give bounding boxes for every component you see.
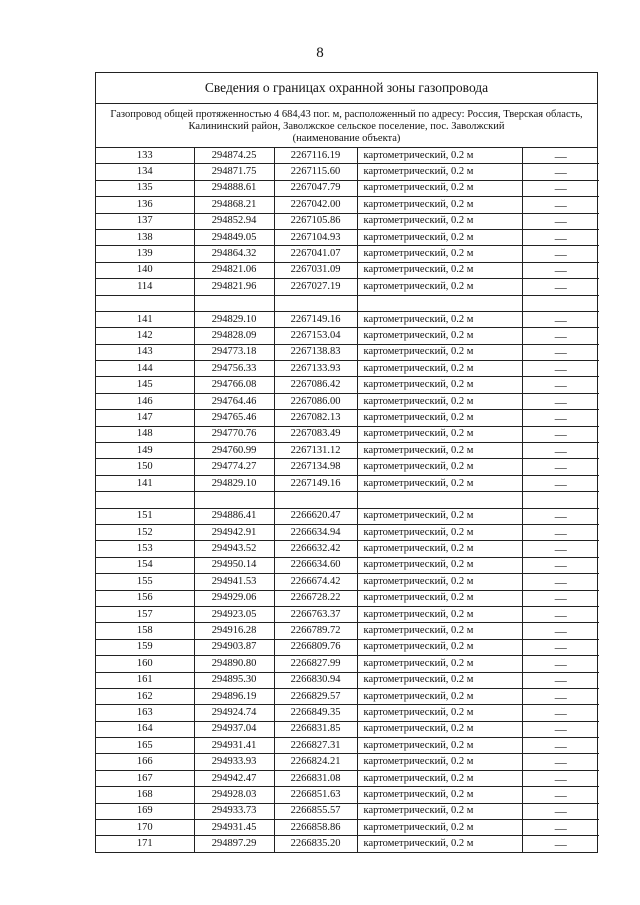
y-coordinate: 2267041.07 <box>274 246 357 262</box>
table-row <box>96 770 599 786</box>
determination-method: картометрический, 0.2 м <box>357 754 522 770</box>
point-number: 150 <box>96 459 194 475</box>
description-dash: — <box>522 656 599 672</box>
description-dash: — <box>522 361 599 377</box>
y-coordinate: 2267031.09 <box>274 262 357 278</box>
point-number: 133 <box>96 148 194 164</box>
x-coordinate: 294828.09 <box>194 328 274 344</box>
table-row <box>96 246 599 262</box>
table-row <box>96 672 599 688</box>
description-dash: — <box>522 328 599 344</box>
determination-method: картометрический, 0.2 м <box>357 590 522 606</box>
point-number: 143 <box>96 344 194 360</box>
description-dash: — <box>522 820 599 836</box>
description-dash: — <box>522 262 599 278</box>
table-row <box>96 787 599 803</box>
object-description <box>96 104 597 148</box>
determination-method: картометрический, 0.2 м <box>357 606 522 622</box>
y-coordinate: 2267149.16 <box>274 311 357 327</box>
determination-method: картометрический, 0.2 м <box>357 459 522 475</box>
point-number: 137 <box>96 213 194 229</box>
table-title: Сведения о границах охранной зоны газопровода <box>96 73 597 104</box>
y-coordinate: 2267042.00 <box>274 197 357 213</box>
table-row <box>96 738 599 754</box>
table-row <box>96 688 599 704</box>
x-coordinate: 294931.45 <box>194 820 274 836</box>
y-coordinate: 2266829.57 <box>274 688 357 704</box>
x-coordinate: 294756.33 <box>194 361 274 377</box>
table-row <box>96 443 599 459</box>
x-coordinate: 294829.10 <box>194 475 274 491</box>
determination-method: картометрический, 0.2 м <box>357 246 522 262</box>
table-row <box>96 754 599 770</box>
point-number: 136 <box>96 197 194 213</box>
table-row <box>96 393 599 409</box>
determination-method: картометрический, 0.2 м <box>357 770 522 786</box>
point-number: 152 <box>96 524 194 540</box>
description-dash: — <box>522 410 599 426</box>
y-coordinate: 2267134.98 <box>274 459 357 475</box>
determination-method: картометрический, 0.2 м <box>357 475 522 491</box>
table-row <box>96 721 599 737</box>
table-row <box>96 377 599 393</box>
determination-method: картометрический, 0.2 м <box>357 836 522 852</box>
determination-method: картометрический, 0.2 м <box>357 229 522 245</box>
y-coordinate: 2266827.31 <box>274 738 357 754</box>
description-dash: — <box>522 754 599 770</box>
y-coordinate: 2266858.86 <box>274 820 357 836</box>
description-caption: (наименование объекта) <box>292 133 401 144</box>
y-coordinate: 2266824.21 <box>274 754 357 770</box>
table-row <box>96 623 599 639</box>
description-dash: — <box>522 705 599 721</box>
y-coordinate: 2266830.94 <box>274 672 357 688</box>
determination-method: картометрический, 0.2 м <box>357 639 522 655</box>
determination-method: картометрический, 0.2 м <box>357 344 522 360</box>
description-dash: — <box>522 197 599 213</box>
table-row <box>96 803 599 819</box>
point-number: 158 <box>96 623 194 639</box>
point-number: 134 <box>96 164 194 180</box>
description-dash: — <box>522 623 599 639</box>
description-dash: — <box>522 803 599 819</box>
description-dash: — <box>522 443 599 459</box>
y-coordinate: 2267115.60 <box>274 164 357 180</box>
x-coordinate: 294929.06 <box>194 590 274 606</box>
description-dash: — <box>522 344 599 360</box>
y-coordinate: 2267149.16 <box>274 475 357 491</box>
y-coordinate: 2266632.42 <box>274 541 357 557</box>
y-coordinate: 2267133.93 <box>274 361 357 377</box>
description-dash: — <box>522 246 599 262</box>
determination-method: картометрический, 0.2 м <box>357 279 522 295</box>
table-row <box>96 836 599 852</box>
point-number: 153 <box>96 541 194 557</box>
y-coordinate: 2267104.93 <box>274 229 357 245</box>
determination-method: картометрический, 0.2 м <box>357 328 522 344</box>
description-dash: — <box>522 590 599 606</box>
y-coordinate: 2266674.42 <box>274 574 357 590</box>
point-number: 147 <box>96 410 194 426</box>
table-row <box>96 459 599 475</box>
x-coordinate: 294868.21 <box>194 197 274 213</box>
y-coordinate: 2266831.08 <box>274 770 357 786</box>
y-coordinate <box>274 295 357 311</box>
x-coordinate: 294774.27 <box>194 459 274 475</box>
table-row <box>96 820 599 836</box>
y-coordinate: 2267086.42 <box>274 377 357 393</box>
determination-method: картометрический, 0.2 м <box>357 377 522 393</box>
table-row <box>96 656 599 672</box>
determination-method: картометрический, 0.2 м <box>357 672 522 688</box>
description-dash: — <box>522 213 599 229</box>
point-number: 138 <box>96 229 194 245</box>
x-coordinate: 294943.52 <box>194 541 274 557</box>
determination-method: картометрический, 0.2 м <box>357 803 522 819</box>
description-dash: — <box>522 738 599 754</box>
determination-method: картометрический, 0.2 м <box>357 197 522 213</box>
determination-method: картометрический, 0.2 м <box>357 738 522 754</box>
determination-method: картометрический, 0.2 м <box>357 623 522 639</box>
table-row <box>96 475 599 491</box>
point-number: 114 <box>96 279 194 295</box>
y-coordinate: 2267131.12 <box>274 443 357 459</box>
table-row <box>96 180 599 196</box>
y-coordinate: 2266728.22 <box>274 590 357 606</box>
x-coordinate: 294942.47 <box>194 770 274 786</box>
coordinates-table <box>96 148 599 852</box>
determination-method: картометрический, 0.2 м <box>357 148 522 164</box>
description-dash: — <box>522 524 599 540</box>
determination-method: картометрический, 0.2 м <box>357 524 522 540</box>
description-dash: — <box>522 639 599 655</box>
x-coordinate: 294765.46 <box>194 410 274 426</box>
table-row <box>96 639 599 655</box>
description-dash: — <box>522 377 599 393</box>
x-coordinate: 294931.41 <box>194 738 274 754</box>
point-number: 155 <box>96 574 194 590</box>
y-coordinate: 2266855.57 <box>274 803 357 819</box>
determination-method: картометрический, 0.2 м <box>357 311 522 327</box>
point-number: 164 <box>96 721 194 737</box>
point-number: 162 <box>96 688 194 704</box>
determination-method: картометрический, 0.2 м <box>357 262 522 278</box>
y-coordinate: 2266634.60 <box>274 557 357 573</box>
point-number: 165 <box>96 738 194 754</box>
determination-method: картометрический, 0.2 м <box>357 180 522 196</box>
table-row <box>96 705 599 721</box>
x-coordinate: 294903.87 <box>194 639 274 655</box>
y-coordinate: 2267105.86 <box>274 213 357 229</box>
boundary-table <box>95 72 598 853</box>
x-coordinate: 294849.05 <box>194 229 274 245</box>
x-coordinate: 294916.28 <box>194 623 274 639</box>
x-coordinate: 294888.61 <box>194 180 274 196</box>
description-dash: — <box>522 148 599 164</box>
table-row <box>96 197 599 213</box>
table-row <box>96 213 599 229</box>
table-row <box>96 361 599 377</box>
point-number: 144 <box>96 361 194 377</box>
description-dash: — <box>522 164 599 180</box>
description-dash: — <box>522 541 599 557</box>
description-dash: — <box>522 279 599 295</box>
x-coordinate: 294923.05 <box>194 606 274 622</box>
y-coordinate: 2267153.04 <box>274 328 357 344</box>
point-number: 154 <box>96 557 194 573</box>
y-coordinate: 2267138.83 <box>274 344 357 360</box>
point-number: 163 <box>96 705 194 721</box>
description-dash: — <box>522 557 599 573</box>
table-row <box>96 508 599 524</box>
point-number: 135 <box>96 180 194 196</box>
determination-method: картометрический, 0.2 м <box>357 820 522 836</box>
point-number: 168 <box>96 787 194 803</box>
table-row <box>96 311 599 327</box>
y-coordinate: 2267116.19 <box>274 148 357 164</box>
y-coordinate: 2267082.13 <box>274 410 357 426</box>
description-dash: — <box>522 606 599 622</box>
point-number: 141 <box>96 475 194 491</box>
description-dash: — <box>522 574 599 590</box>
description-dash: — <box>522 688 599 704</box>
table-row <box>96 344 599 360</box>
table-row <box>96 541 599 557</box>
x-coordinate: 294895.30 <box>194 672 274 688</box>
point-number: 141 <box>96 311 194 327</box>
point-number: 140 <box>96 262 194 278</box>
point-number: 171 <box>96 836 194 852</box>
description-dash: — <box>522 311 599 327</box>
description-dash: — <box>522 836 599 852</box>
x-coordinate: 294864.32 <box>194 246 274 262</box>
description-dash: — <box>522 721 599 737</box>
y-coordinate: 2267083.49 <box>274 426 357 442</box>
x-coordinate: 294821.96 <box>194 279 274 295</box>
determination-method: картометрический, 0.2 м <box>357 787 522 803</box>
table-row <box>96 164 599 180</box>
x-coordinate: 294766.08 <box>194 377 274 393</box>
point-number: 169 <box>96 803 194 819</box>
description-dash: — <box>522 787 599 803</box>
y-coordinate: 2266851.63 <box>274 787 357 803</box>
description-dash: — <box>522 229 599 245</box>
determination-method: картометрический, 0.2 м <box>357 410 522 426</box>
point-number: 170 <box>96 820 194 836</box>
determination-method: картометрический, 0.2 м <box>357 508 522 524</box>
description-dash: — <box>522 475 599 491</box>
x-coordinate: 294933.93 <box>194 754 274 770</box>
x-coordinate: 294942.91 <box>194 524 274 540</box>
description-dash: — <box>522 393 599 409</box>
point-number: 142 <box>96 328 194 344</box>
x-coordinate: 294874.25 <box>194 148 274 164</box>
table-row <box>96 574 599 590</box>
x-coordinate: 294928.03 <box>194 787 274 803</box>
table-row <box>96 606 599 622</box>
coordinates-body <box>96 148 599 852</box>
table-row <box>96 557 599 573</box>
point-number: 149 <box>96 443 194 459</box>
determination-method: картометрический, 0.2 м <box>357 574 522 590</box>
description-dash <box>522 295 599 311</box>
table-row <box>96 524 599 540</box>
y-coordinate: 2266620.47 <box>274 508 357 524</box>
x-coordinate: 294933.73 <box>194 803 274 819</box>
determination-method: картометрический, 0.2 м <box>357 721 522 737</box>
point-number: 145 <box>96 377 194 393</box>
y-coordinate: 2266763.37 <box>274 606 357 622</box>
description-dash: — <box>522 770 599 786</box>
y-coordinate: 2266789.72 <box>274 623 357 639</box>
table-row <box>96 262 599 278</box>
x-coordinate: 294764.46 <box>194 393 274 409</box>
x-coordinate <box>194 492 274 508</box>
table-row <box>96 279 599 295</box>
determination-method: картометрический, 0.2 м <box>357 361 522 377</box>
table-row <box>96 328 599 344</box>
point-number: 161 <box>96 672 194 688</box>
point-number: 146 <box>96 393 194 409</box>
determination-method: картометрический, 0.2 м <box>357 426 522 442</box>
x-coordinate: 294871.75 <box>194 164 274 180</box>
point-number: 160 <box>96 656 194 672</box>
x-coordinate: 294821.06 <box>194 262 274 278</box>
determination-method: картометрический, 0.2 м <box>357 656 522 672</box>
x-coordinate: 294950.14 <box>194 557 274 573</box>
determination-method: картометрический, 0.2 м <box>357 541 522 557</box>
y-coordinate: 2266835.20 <box>274 836 357 852</box>
point-number: 156 <box>96 590 194 606</box>
determination-method: картометрический, 0.2 м <box>357 557 522 573</box>
table-row <box>96 590 599 606</box>
determination-method <box>357 295 522 311</box>
point-number: 159 <box>96 639 194 655</box>
y-coordinate: 2266827.99 <box>274 656 357 672</box>
x-coordinate <box>194 295 274 311</box>
point-number: 157 <box>96 606 194 622</box>
separator-row <box>96 492 599 508</box>
x-coordinate: 294890.80 <box>194 656 274 672</box>
x-coordinate: 294760.99 <box>194 443 274 459</box>
determination-method: картометрический, 0.2 м <box>357 213 522 229</box>
y-coordinate: 2267047.79 <box>274 180 357 196</box>
y-coordinate <box>274 492 357 508</box>
point-number <box>96 295 194 311</box>
point-number: 139 <box>96 246 194 262</box>
description-dash: — <box>522 426 599 442</box>
description-dash: — <box>522 459 599 475</box>
y-coordinate: 2266809.76 <box>274 639 357 655</box>
description-line: Газопровод общей протяженностью 4 684,43 пог. м, расположенный по адресу: Россия, Тверская область, <box>110 109 583 120</box>
determination-method: картометрический, 0.2 м <box>357 443 522 459</box>
x-coordinate: 294770.76 <box>194 426 274 442</box>
determination-method: картометрический, 0.2 м <box>357 688 522 704</box>
description-line: Калининский район, Заволжское сельское поселение, пос. Заволжский <box>188 121 505 132</box>
y-coordinate: 2267027.19 <box>274 279 357 295</box>
description-dash: — <box>522 508 599 524</box>
y-coordinate: 2266831.85 <box>274 721 357 737</box>
description-dash: — <box>522 672 599 688</box>
y-coordinate: 2266634.94 <box>274 524 357 540</box>
x-coordinate: 294886.41 <box>194 508 274 524</box>
y-coordinate: 2266849.35 <box>274 705 357 721</box>
description-dash: — <box>522 180 599 196</box>
point-number: 148 <box>96 426 194 442</box>
point-number: 151 <box>96 508 194 524</box>
table-row <box>96 229 599 245</box>
point-number: 166 <box>96 754 194 770</box>
x-coordinate: 294896.19 <box>194 688 274 704</box>
table-row <box>96 426 599 442</box>
x-coordinate: 294941.53 <box>194 574 274 590</box>
point-number: 167 <box>96 770 194 786</box>
x-coordinate: 294897.29 <box>194 836 274 852</box>
determination-method: картометрический, 0.2 м <box>357 393 522 409</box>
description-dash <box>522 492 599 508</box>
point-number <box>96 492 194 508</box>
x-coordinate: 294829.10 <box>194 311 274 327</box>
x-coordinate: 294937.04 <box>194 721 274 737</box>
table-row <box>96 410 599 426</box>
determination-method <box>357 492 522 508</box>
x-coordinate: 294924.74 <box>194 705 274 721</box>
determination-method: картометрический, 0.2 м <box>357 164 522 180</box>
page-number: 8 <box>316 45 324 61</box>
x-coordinate: 294773.18 <box>194 344 274 360</box>
separator-row <box>96 295 599 311</box>
determination-method: картометрический, 0.2 м <box>357 705 522 721</box>
x-coordinate: 294852.94 <box>194 213 274 229</box>
y-coordinate: 2267086.00 <box>274 393 357 409</box>
table-row <box>96 148 599 164</box>
